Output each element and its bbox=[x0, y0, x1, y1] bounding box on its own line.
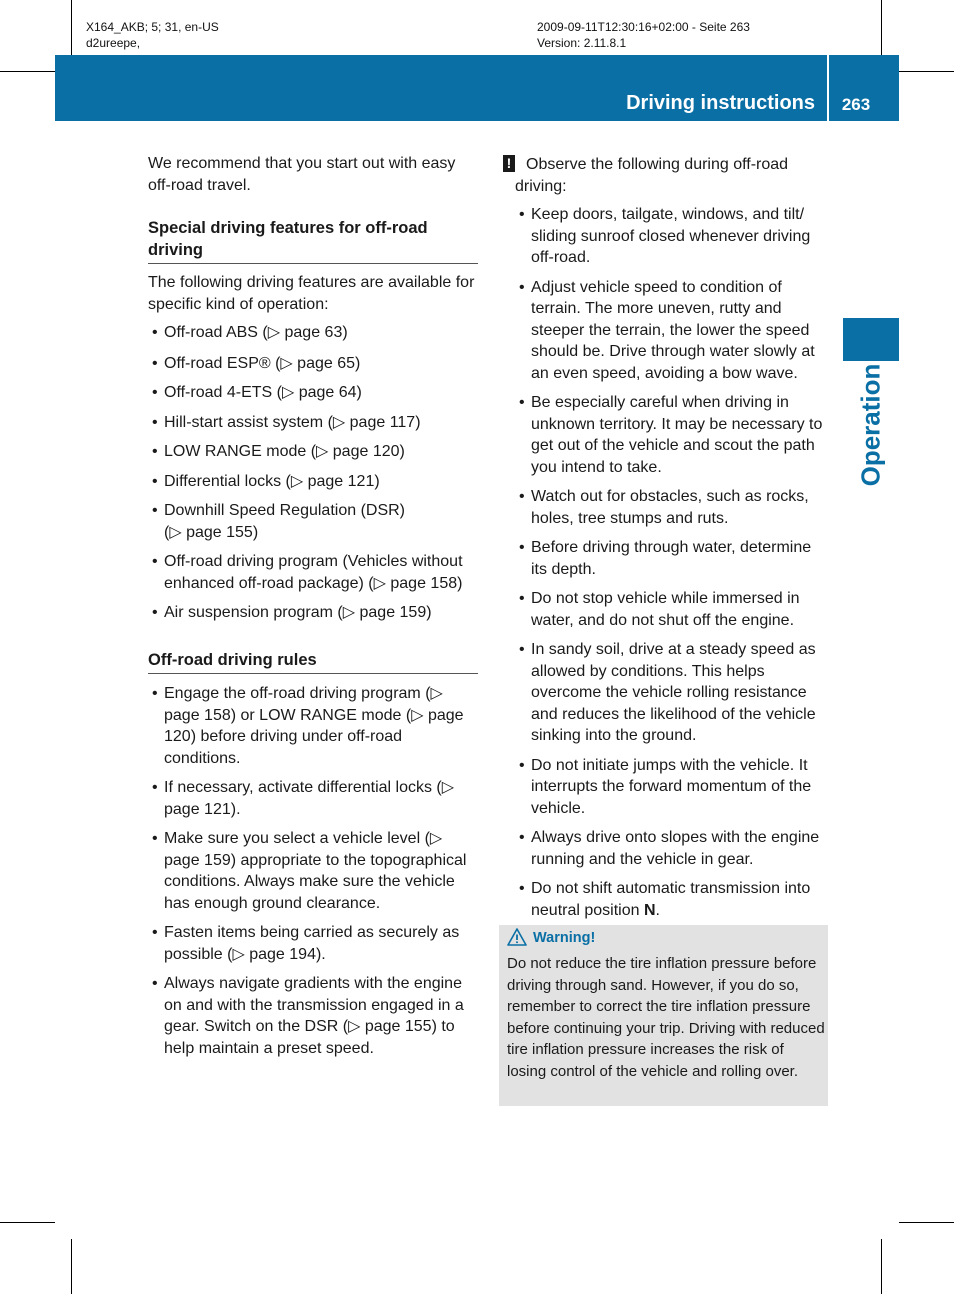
list-item-end: . bbox=[655, 901, 660, 919]
list-item: • If necessary, activate differential locks (▷ page 121). bbox=[148, 777, 478, 820]
section-heading-driving-rules: Off-road driving rules bbox=[148, 650, 478, 675]
notice-intro: Observe the following during off-road driving: bbox=[515, 156, 789, 195]
list-item: • Do not stop vehicle while immersed in water, and do not shut off the engine. bbox=[515, 588, 829, 631]
meta-right-line2: Version: 2.11.8.1 bbox=[537, 36, 627, 50]
list-item: • Watch out for obstacles, such as rocks, holes, tree stumps and ruts. bbox=[515, 486, 829, 529]
crop-mark bbox=[899, 1222, 954, 1223]
warning-text: Do not reduce the tire inflation pressure before driving through sand. However, if you do so, remember to correct the tire inflation pressure before continuing your trip. Driving with reduced tire inflation pressure increases the risk of losing control of the vehicle and rolling over. bbox=[507, 955, 825, 1080]
warning-triangle-icon bbox=[507, 928, 527, 946]
crop-mark bbox=[881, 1239, 882, 1294]
notice-list bbox=[515, 204, 829, 921]
crop-mark bbox=[881, 0, 882, 55]
print-meta-left bbox=[86, 19, 219, 51]
list-item: • Always navigate gradients with the engine on and with the transmission engaged in a gear. Switch on the DSR (▷ page 155) to help maintain a preset speed. bbox=[148, 973, 478, 1059]
crop-mark bbox=[899, 71, 954, 72]
list-item: • Off-road 4-ETS (▷ page 64) bbox=[148, 382, 478, 404]
list-item: • Adjust vehicle speed to condition of terrain. The more uneven, rutty and steeper the terrain, the lower the speed should be. Drive through water slowly at an even speed, avoiding a bow wave. bbox=[515, 277, 829, 385]
header-divider bbox=[827, 55, 829, 121]
side-tab-label: Operation bbox=[855, 363, 886, 487]
list-item: • Air suspension program (▷ page 159) bbox=[148, 602, 478, 624]
list-item: • In sandy soil, drive at a steady speed as allowed by conditions. This helps overcome the vehicle rolling resistance and reduces the likelihood of the vehicle sinking into the ground. bbox=[515, 639, 829, 747]
right-column bbox=[515, 154, 829, 921]
list-item: • Hill-start assist system (▷ page 117) bbox=[148, 412, 478, 434]
list-item: • Before driving through water, determine its depth. bbox=[515, 537, 829, 580]
page-title: Driving instructions bbox=[626, 92, 815, 114]
list-item: • Always drive onto slopes with the engine running and the vehicle in gear. bbox=[515, 827, 829, 870]
list-item bbox=[515, 878, 829, 921]
crop-mark bbox=[71, 0, 72, 55]
warning-title: Warning! bbox=[533, 930, 596, 946]
gear-position-n: N bbox=[643, 901, 656, 919]
side-tab-marker bbox=[843, 318, 899, 361]
page-number: 263 bbox=[841, 95, 871, 114]
list-item: • LOW RANGE mode (▷ page 120) bbox=[148, 441, 478, 463]
feature-list bbox=[148, 322, 478, 624]
crop-mark bbox=[71, 1239, 72, 1294]
list-item: • Keep doors, tailgate, windows, and tilt/ sliding sunroof closed whenever driving off-road. bbox=[515, 204, 829, 269]
list-item: • Engage the off-road driving program (▷ page 158) or LOW RANGE mode (▷ page 120) before driving under off-road conditions. bbox=[148, 683, 478, 769]
list-item: • Off-road ESP® (▷ page 65) bbox=[148, 353, 478, 375]
print-meta-right bbox=[537, 19, 750, 51]
list-item-text: Do not shift automatic transmission into neutral position bbox=[531, 880, 811, 919]
meta-left-line2: d2ureepe, bbox=[86, 36, 141, 50]
list-item: • Do not initiate jumps with the vehicle. It interrupts the forward momentum of the vehicle. bbox=[515, 755, 829, 820]
warning-heading bbox=[507, 927, 595, 949]
crop-mark bbox=[0, 1222, 55, 1223]
list-item: • Off-road ABS (▷ page 63) bbox=[148, 322, 478, 344]
notice-icon: ! bbox=[503, 155, 515, 172]
list-item: • Differential locks (▷ page 121) bbox=[148, 471, 478, 493]
meta-left-line1: X164_AKB; 5; 31, en-US bbox=[86, 20, 219, 34]
list-item: • Off-road driving program (Vehicles without enhanced off-road package) (▷ page 158) bbox=[148, 551, 478, 594]
list-item: • Downhill Speed Regulation (DSR) (▷ page 155) bbox=[148, 500, 478, 543]
rules-list bbox=[148, 683, 478, 1059]
intro-paragraph: We recommend that you start out with easy off-road travel. bbox=[148, 155, 456, 194]
list-item: • Make sure you select a vehicle level (▷ page 159) appropriate to the topographical conditions. Always make sure the vehicle has enough ground clearance. bbox=[148, 828, 478, 914]
section-intro: The following driving features are available for specific kind of operation: bbox=[148, 274, 475, 313]
meta-right-line1: 2009-09-11T12:30:16+02:00 - Seite 263 bbox=[537, 20, 750, 34]
section-heading-special-features: Special driving features for off-road driving bbox=[148, 218, 478, 264]
crop-mark bbox=[0, 71, 55, 72]
left-column bbox=[148, 153, 478, 1059]
list-item: • Fasten items being carried as securely as possible (▷ page 194). bbox=[148, 922, 478, 965]
list-item: • Be especially careful when driving in unknown territory. It may be necessary to get out of the vehicle and scout the path you intend to take. bbox=[515, 392, 829, 478]
